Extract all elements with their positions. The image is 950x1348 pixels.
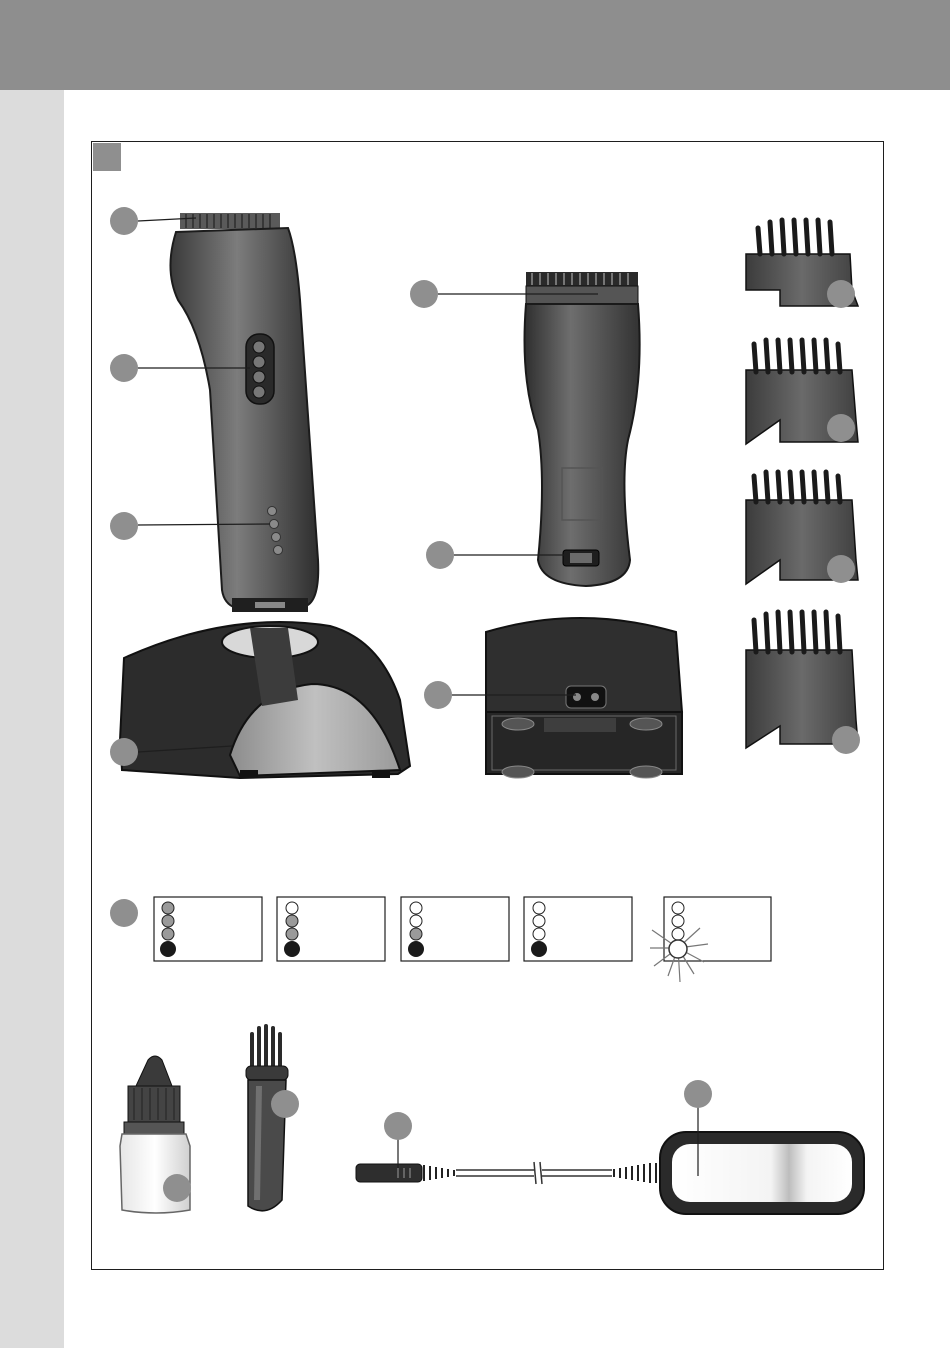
battery-indicator-panel <box>154 897 262 961</box>
charging-stand-icon <box>120 622 410 778</box>
battery-indicator-panel <box>650 897 771 982</box>
battery-indicator-panel <box>524 897 632 961</box>
charging-stand-back-icon <box>486 618 682 778</box>
battery-indicator-panel <box>401 897 509 961</box>
clipper-back-icon <box>525 272 640 586</box>
clipper-icon <box>170 213 318 612</box>
power-adapter-icon <box>356 1132 864 1214</box>
cleaning-brush-icon <box>246 1026 288 1211</box>
battery-indicator-panel <box>277 897 385 961</box>
